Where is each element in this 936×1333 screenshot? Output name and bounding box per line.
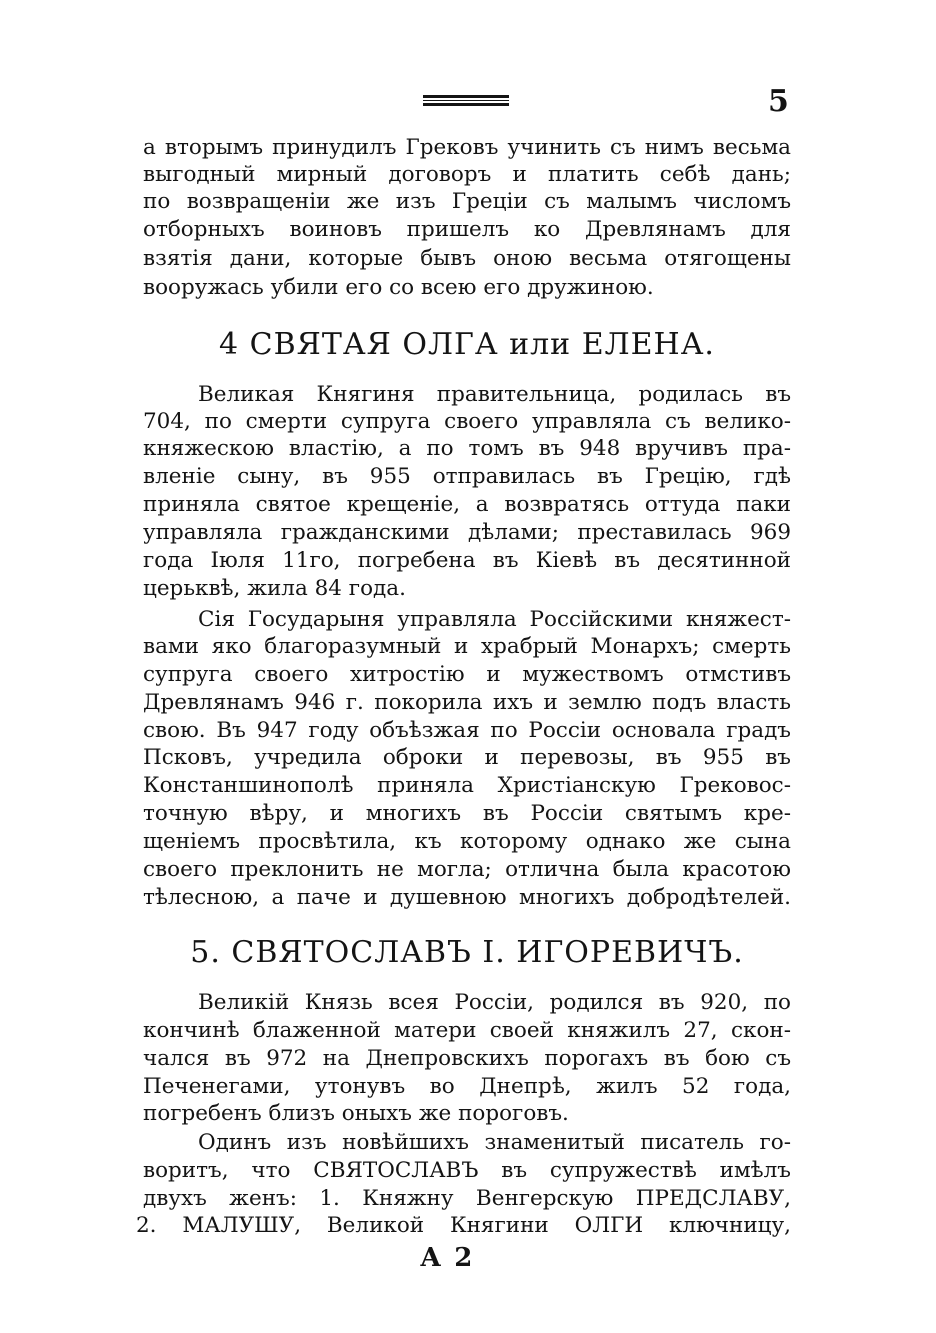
page-number: 5 <box>768 84 789 119</box>
text-line: Констаншинополѣ приняла Христiанскую Грековос- <box>143 773 791 798</box>
text-line: отборныхъ воиновъ пришелъ ко Древлянамъ для <box>143 217 791 242</box>
text-line: Сiя Государыня управляла Россiйскими княжест- <box>198 607 791 632</box>
text-line: свою. Въ 947 году объѣзжая по Россiи основала градъ <box>143 718 791 743</box>
text-line: двухъ женъ: 1. Княжну Венгерскую ПРЕДСЛАВУ, <box>143 1186 791 1211</box>
text-line: Великiй Князь всея Россiи, родился въ 920, по <box>198 990 791 1015</box>
text-line: взятiя дани, которые бывъ оною весьма отягощены <box>143 246 791 271</box>
text-line: 704, по смерти супруга своего управляла съ велико- <box>143 409 791 434</box>
text-line: а вторымъ принудилъ Грековъ учинить съ нимъ весьма <box>143 135 791 160</box>
text-line: тѣлесною, а паче и душевною многихъ добродѣтелей. <box>143 885 791 910</box>
heading-title: СВЯТОСЛАВЪ I. ИГОРЕВИЧЪ. <box>231 935 744 970</box>
text-line: точную вѣру, и многихъ въ Россiи святымъ кре- <box>143 801 791 826</box>
text-line: Одинъ изъ новѣйшихъ знаменитый писатель го- <box>198 1130 791 1155</box>
text-line: приняла святое крещенiе, а возвратясь оттуда паки <box>143 492 791 517</box>
text-line: Печенегами, утонувъ во Днепрѣ, жилъ 52 года, <box>143 1074 791 1099</box>
text-line: управляла гражданскими дѣлами; преставилась 969 <box>143 520 791 545</box>
text-line: вленiе сыну, въ 955 отправилась въ Грецiю, гдѣ <box>143 464 791 489</box>
text-line: супруга своего хитростiю и мужествомъ отмстивъ <box>143 662 791 687</box>
text-line: щенiемъ просвѣтила, къ которому однако же сына <box>143 829 791 854</box>
signature-mark: А 2 <box>420 1243 475 1273</box>
text-line: княжескою властiю, а по томъ въ 948 вручивъ пра- <box>143 436 791 461</box>
section-heading <box>143 935 791 971</box>
heading-number: 4 <box>219 327 240 362</box>
ornament-rule <box>423 100 509 101</box>
text-line: вами яко благоразумный и храбрый Монархъ; смерть <box>143 634 791 659</box>
text-line: года Iюля 11го, погребена въ Кiевѣ въ десятинной <box>143 548 791 573</box>
text-line: Древлянамъ 946 г. покорила ихъ и землю подъ власть <box>143 690 791 715</box>
text-line: церьквѣ, жила 84 года. <box>143 576 406 601</box>
header-ornament <box>423 95 509 106</box>
section-heading <box>143 327 791 363</box>
text-line: своего преклонить не могла; отлична была красотою <box>143 857 791 882</box>
text-line: Псковъ, учредила оброки и перевозы, въ 955 въ <box>143 745 791 770</box>
heading-title: СВЯТАЯ ОЛГА или ЕЛЕНА. <box>249 327 715 362</box>
text-line: выгодный мирный договоръ и платить себѣ дань; <box>143 162 791 187</box>
text-line: вооружась убили его со всею его дружиною. <box>143 275 654 300</box>
text-line: воритъ, что СВЯТОСЛАВЪ въ супружествѣ имѣлъ <box>143 1158 791 1183</box>
text-line: по возвращенiи же изъ Грецiи съ малымъ числомъ <box>143 189 791 214</box>
ornament-rule <box>423 95 509 98</box>
text-line: кончинѣ блаженной матери своей княжилъ 27, скон- <box>143 1018 791 1043</box>
text-line: погребенъ близъ оныхъ же пороговъ. <box>143 1101 569 1126</box>
text-line: чался въ 972 на Днепровскихъ порогахъ въ бою съ <box>143 1046 791 1071</box>
text-line: Великая Княгиня правительница, родилась въ <box>198 382 791 407</box>
heading-number: 5. <box>190 935 221 970</box>
ornament-rule <box>423 103 509 106</box>
text-line: 2. МАЛУШУ, Великой Княгини ОЛГИ ключницу, <box>136 1213 791 1238</box>
